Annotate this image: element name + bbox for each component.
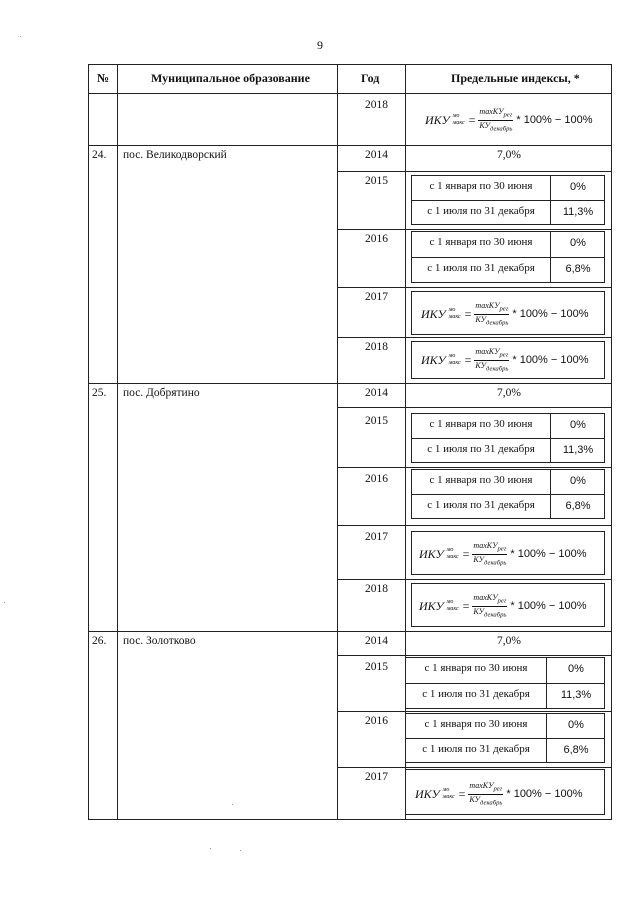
index-value: 0%	[570, 419, 586, 431]
row-number: 25.	[92, 387, 107, 399]
row-line	[337, 579, 611, 580]
year-cell: 2014	[365, 149, 388, 161]
year-cell: 2015	[365, 415, 388, 427]
year-cell: 2016	[365, 473, 388, 485]
period-table	[405, 657, 605, 709]
year-cell: 2016	[365, 715, 388, 727]
formula-tail: * 100% − 100%	[516, 114, 593, 127]
year-cell: 2017	[365, 291, 388, 303]
year-cell: 2018	[365, 583, 388, 595]
period-h2: с 1 июля по 31 декабря	[422, 688, 530, 700]
period-h1: с 1 января по 30 июня	[424, 718, 528, 730]
formula-fraction: $\frac{\max KУ_{рег}}{KУ_{декабрь}}$	[479, 107, 513, 133]
row-line	[89, 93, 611, 94]
period-h1: с 1 января по 30 июня	[429, 236, 533, 248]
year-cell: 2014	[365, 387, 388, 399]
year-cell: 2015	[365, 661, 388, 673]
row-number: 26.	[92, 635, 107, 647]
scan-speck	[232, 804, 233, 805]
index-value: 0%	[568, 663, 584, 675]
formula-cell: ИКУ мо макс = $\frac{\max KУ_{рег}}{KУ_{декабрь}}$ * 100% − 100%	[421, 347, 589, 373]
index-value: 0%	[570, 475, 586, 487]
index-value: 7,0%	[497, 635, 521, 647]
index-value: 7,0%	[497, 387, 521, 399]
row-line	[337, 467, 611, 468]
municipality-name: пос. Великодворский	[123, 149, 227, 161]
header-year: Год	[361, 71, 380, 85]
municipality-name: пос. Добрятино	[123, 387, 200, 399]
index-value: 6,8%	[565, 500, 591, 512]
index-value: 7,0%	[497, 149, 521, 161]
page-number: 9	[317, 38, 323, 52]
header-num: №	[97, 71, 110, 85]
row-line	[337, 171, 611, 172]
row-line	[89, 383, 611, 384]
row-number: 24.	[92, 149, 107, 161]
period-h2: с 1 июля по 31 декабря	[427, 205, 535, 217]
year-cell: 2016	[365, 233, 388, 245]
row-line	[337, 407, 611, 408]
index-value: 6,8%	[563, 744, 589, 756]
index-value: 0%	[570, 237, 586, 249]
header-indices: Предельные индексы, *	[451, 71, 580, 85]
row-line	[337, 337, 611, 338]
scan-speck	[4, 602, 5, 603]
formula-cell: ИКУ мо макс = $\frac{\max KУ_{рег}}{KУ_{декабрь}}$ * 100% − 100%	[419, 593, 587, 619]
scan-speck	[210, 848, 211, 849]
municipality-name: пос. Золотково	[123, 635, 196, 647]
formula-cell: ИКУ мо макс = $\frac{\max KУ_{рег}}{KУ_{декабрь}}$ * 100% − 100%	[421, 301, 589, 327]
period-h2: с 1 июля по 31 декабря	[427, 443, 535, 455]
index-value: 0%	[568, 719, 584, 731]
row-line	[89, 145, 611, 146]
formula-cell: ИКУ мо макс = $\frac{\max KУ_{рег}}{KУ_{декабрь}}$ * 100% − 100%	[415, 781, 583, 807]
period-table	[411, 231, 605, 283]
row-line	[337, 287, 611, 288]
formula-subs: мо макс	[452, 113, 465, 127]
index-value: 11,3%	[562, 444, 594, 456]
year-cell: 2018	[365, 341, 388, 353]
formula-eq: =	[468, 112, 476, 127]
year-cell: 2015	[365, 175, 388, 187]
col-line	[337, 65, 338, 819]
header-municipality: Муниципальное образование	[151, 71, 310, 85]
period-table	[411, 469, 605, 519]
period-h2: с 1 июля по 31 декабря	[422, 743, 530, 755]
period-table	[411, 413, 605, 463]
period-h2: с 1 июля по 31 декабря	[427, 262, 535, 274]
row-line	[337, 655, 611, 656]
col-line	[117, 65, 118, 819]
year-cell: 2018	[365, 99, 388, 111]
index-value: 0%	[570, 181, 586, 193]
formula-cell	[425, 107, 593, 133]
year-cell: 2017	[365, 531, 388, 543]
period-h2: с 1 июля по 31 декабря	[427, 499, 535, 511]
period-table	[405, 713, 605, 763]
index-value: 11,3%	[560, 689, 592, 701]
row-line	[337, 767, 611, 768]
period-h1: с 1 января по 30 июня	[424, 662, 528, 674]
period-h1: с 1 января по 30 июня	[429, 474, 533, 486]
row-line	[337, 229, 611, 230]
row-line	[89, 631, 611, 632]
index-value: 11,3%	[562, 206, 594, 218]
scan-speck	[240, 850, 241, 851]
year-cell: 2017	[365, 771, 388, 783]
row-line	[337, 711, 611, 712]
period-table	[411, 175, 605, 225]
formula-cell: ИКУ мо макс = $\frac{\max KУ_{рег}}{KУ_{декабрь}}$ * 100% − 100%	[419, 541, 587, 567]
scan-speck	[20, 36, 21, 37]
row-line	[337, 525, 611, 526]
indices-table	[88, 64, 612, 820]
formula-lhs: ИКУ	[425, 112, 450, 127]
period-h1: с 1 января по 30 июня	[429, 418, 533, 430]
period-h1: с 1 января по 30 июня	[429, 180, 533, 192]
year-cell: 2014	[365, 635, 388, 647]
index-value: 6,8%	[565, 263, 591, 275]
